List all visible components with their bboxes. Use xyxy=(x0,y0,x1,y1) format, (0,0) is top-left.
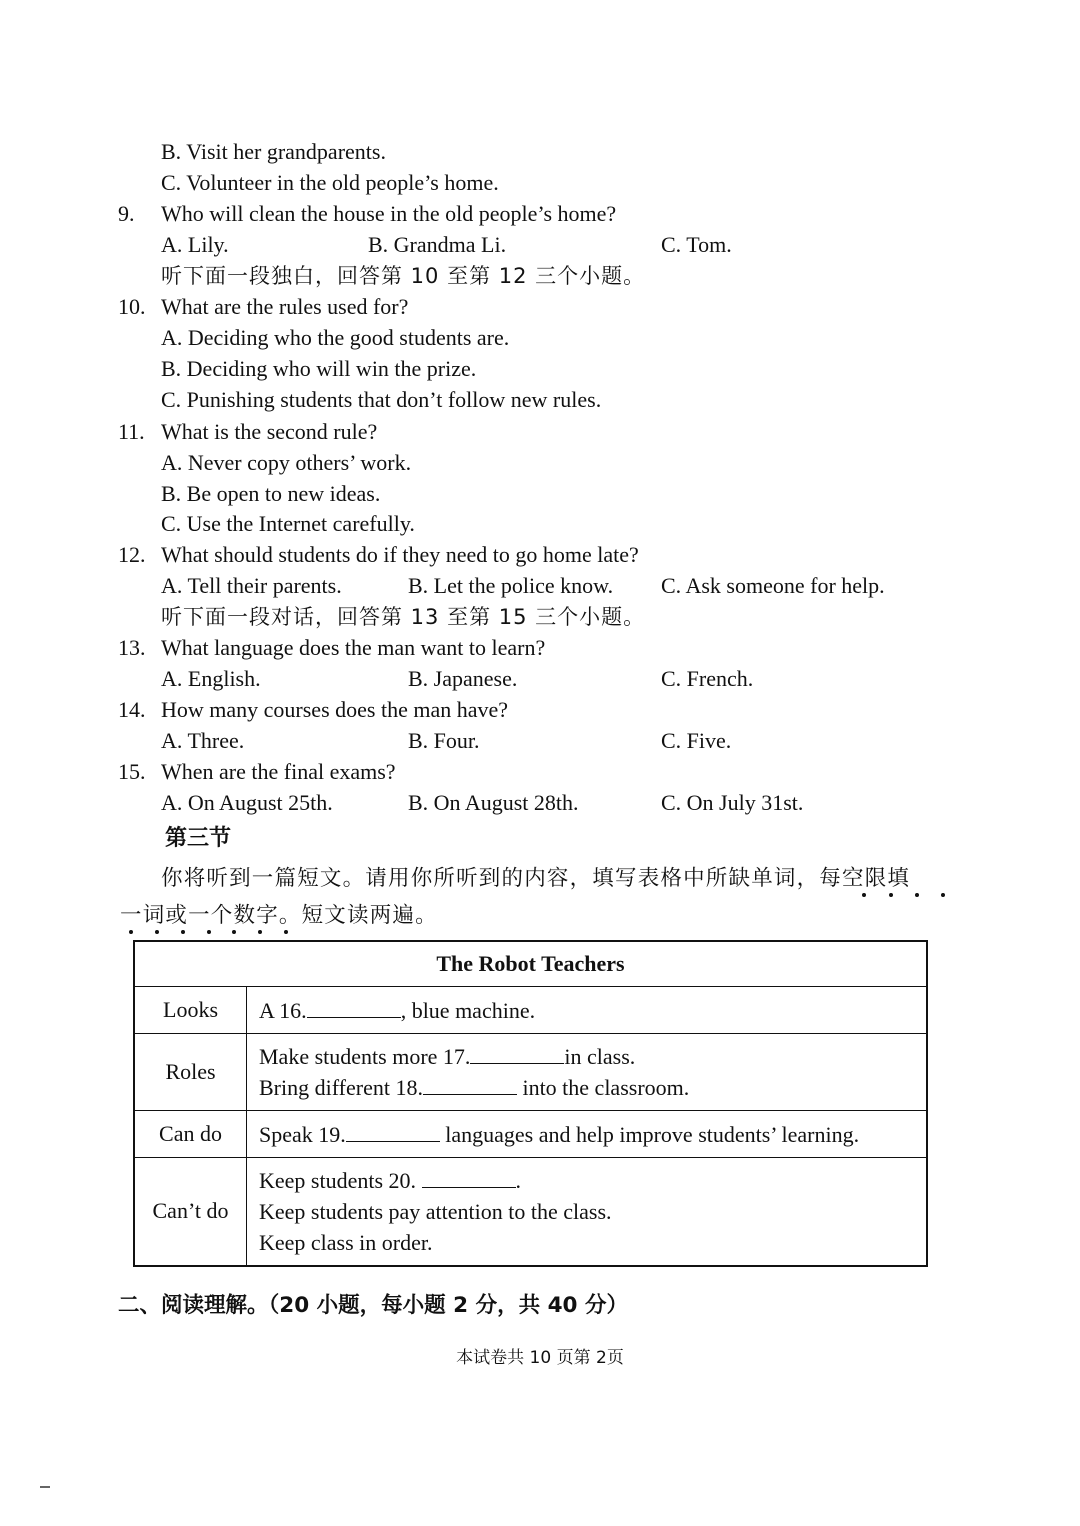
row-label-roles: Roles xyxy=(134,1034,247,1111)
cant-do-line-3: Keep class in order. xyxy=(259,1229,433,1255)
cant-do-line-2: Keep students pay attention to the class. xyxy=(259,1198,612,1224)
q9-number: 9. xyxy=(118,201,135,226)
q10-question: What are the rules used for? xyxy=(161,294,409,319)
section3-title: 第三节 xyxy=(165,826,232,851)
q15-number: 15. xyxy=(118,759,146,784)
answer-blank-17[interactable] xyxy=(470,1043,564,1064)
table-row-looks xyxy=(134,987,927,1034)
q13-number: 13. xyxy=(118,635,146,660)
q12-number: 12. xyxy=(118,542,146,567)
row-label-can-do: Can do xyxy=(134,1111,247,1158)
row-label-cant-do: Can’t do xyxy=(134,1158,247,1266)
q15-question: When are the final exams? xyxy=(161,759,396,784)
q13-question: What language does the man want to learn? xyxy=(161,635,546,660)
q10-option-b: B. Deciding who will win the prize. xyxy=(161,356,477,381)
q10-number: 10. xyxy=(118,294,146,319)
table-row-roles xyxy=(134,1034,927,1111)
q15-option-c: C. On July 31st. xyxy=(661,790,804,815)
q14-question: How many courses does the man have? xyxy=(161,697,509,722)
text-segment: , blue machine. xyxy=(400,997,536,1023)
answer-blank-20[interactable] xyxy=(422,1167,516,1188)
answer-blank-19[interactable] xyxy=(346,1121,440,1142)
section3-instruction-line2: 一词或一个数字。短文读两遍。 xyxy=(120,903,438,928)
q13-option-c: C. French. xyxy=(661,666,754,691)
q13-option-b: B. Japanese. xyxy=(408,666,518,691)
q8-option-b: B. Visit her grandparents. xyxy=(161,139,386,164)
q9-question: Who will clean the house in the old people’s home? xyxy=(161,201,617,226)
instruction-10-12: 听下面一段独白，回答第 10 至第 12 三个小题。 xyxy=(161,264,646,288)
text-segment: into the classroom. xyxy=(516,1075,690,1100)
text-segment: . xyxy=(515,1167,522,1193)
q11-option-c: C. Use the Internet carefully. xyxy=(161,511,415,536)
row-content-cant-do xyxy=(247,1158,928,1266)
q9-option-a: A. Lily. xyxy=(161,232,229,257)
table-title-row xyxy=(134,941,927,987)
text-segment: Bring different 18. xyxy=(259,1075,423,1100)
q15-option-b: B. On August 28th. xyxy=(408,790,579,815)
instruction-13-15: 听下面一段对话，回答第 13 至第 15 三个小题。 xyxy=(161,605,646,629)
q14-option-c: C. Five. xyxy=(661,728,732,753)
row-content-can-do xyxy=(247,1111,928,1158)
q8-option-c: C. Volunteer in the old people’s home. xyxy=(161,170,499,195)
q12-option-c: C. Ask someone for help. xyxy=(661,573,885,598)
q15-option-a: A. On August 25th. xyxy=(161,790,333,815)
q14-number: 14. xyxy=(118,697,146,722)
q9-option-c: C. Tom. xyxy=(661,232,732,257)
table-title: The Robot Teachers xyxy=(134,941,927,987)
table-row-cant-do xyxy=(134,1158,927,1266)
row-content-looks xyxy=(247,987,928,1034)
q11-option-b: B. Be open to new ideas. xyxy=(161,481,381,506)
q14-option-b: B. Four. xyxy=(408,728,480,753)
text-segment: Keep students 20. xyxy=(259,1167,422,1193)
text-segment: in class. xyxy=(564,1044,636,1069)
q9-option-b: B. Grandma Li. xyxy=(368,232,507,257)
answer-blank-16[interactable] xyxy=(307,997,401,1018)
robot-teachers-table xyxy=(133,940,928,1267)
part2-heading: 二、阅读理解。（20 小题，每小题 2 分，共 40 分） xyxy=(118,1293,628,1318)
text-segment: Speak 19. xyxy=(259,1121,346,1147)
q11-question: What is the second rule? xyxy=(161,419,378,444)
q11-option-a: A. Never copy others’ work. xyxy=(161,450,412,475)
table-row-can-do xyxy=(134,1111,927,1158)
q12-option-b: B. Let the police know. xyxy=(408,573,614,598)
q10-option-c: C. Punishing students that don’t follow new rules. xyxy=(161,387,602,412)
q14-option-a: A. Three. xyxy=(161,728,245,753)
section3-instruction-line1: 你将听到一篇短文。请用你所听到的内容，填写表格中所缺单词，每空限填 xyxy=(161,866,911,891)
q10-option-a: A. Deciding who the good students are. xyxy=(161,325,510,350)
row-label-looks: Looks xyxy=(134,987,247,1034)
page-footer: 本试卷共 10 页第 2页 xyxy=(456,1348,624,1368)
answer-blank-18[interactable] xyxy=(423,1074,517,1095)
text-segment: languages and help improve students’ learning. xyxy=(439,1121,860,1147)
text-segment: A 16. xyxy=(259,997,307,1023)
q12-option-a: A. Tell their parents. xyxy=(161,573,342,598)
row-content-roles xyxy=(247,1034,928,1111)
q12-question: What should students do if they need to go home late? xyxy=(161,542,639,567)
q13-option-a: A. English. xyxy=(161,666,261,691)
q11-number: 11. xyxy=(118,419,145,444)
scan-mark xyxy=(40,1486,50,1488)
text-segment: Make students more 17. xyxy=(259,1044,471,1069)
